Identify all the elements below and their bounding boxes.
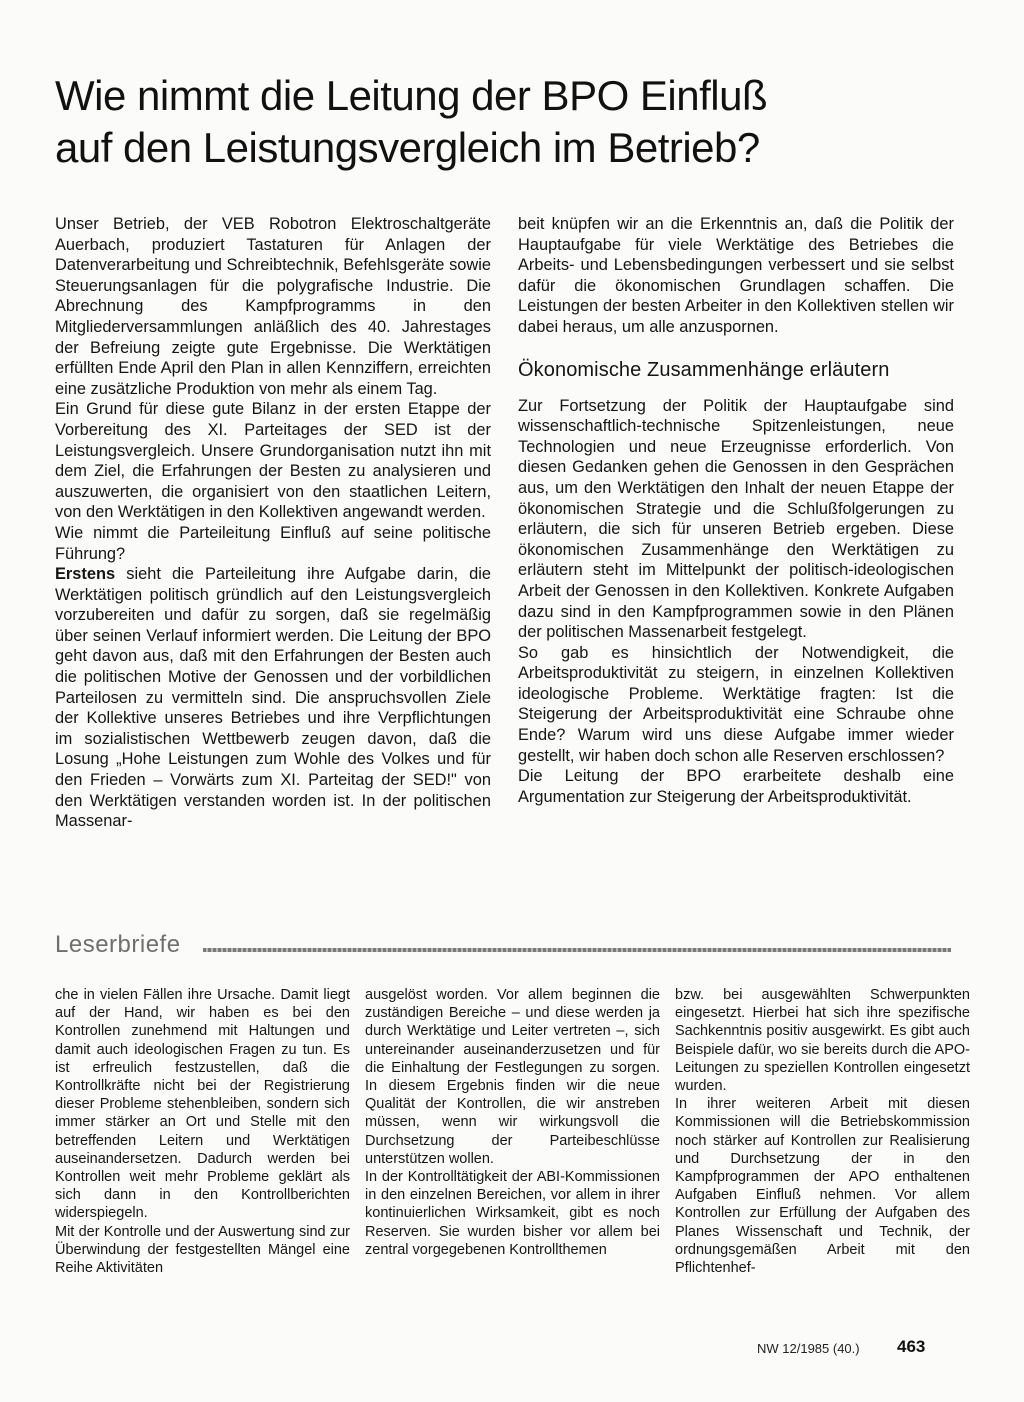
letters-paragraph: che in vielen Fällen ihre Ursache. Damit liegt auf der Hand, wir haben es bei den Kontrollen zunehmend mit Haltungen und damit auch ideologischen Fragen zu tun. Es ist erfreulich festzustellen, daß die Kontrollkräfte nicht bei der Registrierung dieser Probleme stehenbleiben, sondern sich immer stärker an Ort und Stelle mit den betreffenden Leitern und Werktätigen auseinandersetzen. Dadurch werden bei Kontrollen weit mehr Probleme geklärt als sich dann in den Kontrollberichten widerspiegeln. [55, 987, 350, 1222]
letters-column-1 [55, 986, 350, 1277]
headline-line-1: Wie nimmt die Leitung der BPO Einfluß [55, 72, 768, 119]
letters-paragraph: ausgelöst worden. Vor allem beginnen die zuständigen Bereiche – und diese werden ja durch Werktätige und Leiter vertreten –, sich untereinander auseinanderzusetzen und für die Einhaltung der Festlegungen zu sorgen. In diesem Ergebnis finden wir die neue Qualität der Kontrollen, die wir anstreben müssen, wenn wir wirkungsvoll die Durchsetzung der Parteibeschlüsse unterstützen wollen. [365, 987, 660, 1167]
paragraph-text: sieht die Parteileitung ihre Aufgabe darin, die Werktätigen politisch gründlich auf den Leistungsvergleich vorzubereiten und dafür zu sorgen, daß sie regelmäßig über seinen Verlauf informiert werden. Die Leitung der BPO geht davon aus, daß mit den Erfahrungen der Besten auch die politischen Motive der Genossen und der vorbildlichen Parteilosen zu vermitteln sind. Die anspruchsvollen Ziele der Kollektive unseres Betriebes und ihre Verpflichtungen im sozialistischen Wettbewerb zeugen davon, daß die Losung „Hohe Leistungen zum Wohle des Volkes und für den Frieden – Vorwärts zum XI. Parteitag der SED!" von den Werktätigen verstanden worden ist. In der politischen Massenar- [55, 565, 491, 831]
paragraph-lead-word: Erstens [55, 565, 116, 584]
section-subheading: Ökonomische Zusammenhänge erläutern [518, 358, 890, 381]
page-number: 463 [897, 1337, 926, 1356]
letters-paragraph: bzw. bei ausgewählten Schwerpunkten eingesetzt. Hierbei hat sich ihre spezifische Sachkenntnis positiv ausgewirkt. Es gibt auch Beispiele dafür, wo sie bereits durch die APO-Leitungen zu speziellen Kontrollen eingesetzt wurden. [675, 987, 970, 1095]
letters-column-3 [675, 986, 970, 1277]
letters-section-header [55, 930, 951, 962]
article-paragraph: Zur Fortsetzung der Politik der Hauptaufgabe sind wissenschaftlich-technische Spitzenleistungen, neue Technologien und neue Erzeugnisse erforderlich. Von diesen Gedanken gehen die Genossen in den Gesprächen aus, um den Werktätigen den Inhalt der neuen Etappe der ökonomischen Strategie und die Schlußfolgerungen zu erläutern, die sich für unseren Betrieb ergeben. Diese ökonomischen Zusammenhänge den Werktätigen zu erläutern steht im Mittelpunkt der politisch-ideologischen Arbeit der Genossen in den Kollektiven. Konkrete Aufgaben dazu sind in den Kampfprogrammen sowie in den Plänen der politischen Massenarbeit festgelegt. [518, 396, 954, 642]
article-paragraph: beit knüpfen wir an die Erkenntnis an, daß die Politik der Hauptaufgabe für viele Werktätige des Betriebes die Arbeits- und Lebensbedingungen verbessert und sie selbst dafür die ökonomischen Grundlagen schaffen. Die Leistungen der besten Arbeiter in den Kollektiven stellen wir dabei heraus, um alle anzuspornen. [518, 215, 954, 336]
headline-line-2: auf den Leistungsvergleich im Betrieb? [55, 124, 760, 171]
letters-column-2 [365, 986, 660, 1259]
letters-section-title: Leserbriefe [55, 931, 181, 958]
article-paragraph: Die Leitung der BPO erarbeitete deshalb eine Argumentation zur Steigerung der Arbeitsproduktivität. [518, 767, 954, 806]
letters-paragraph: Mit der Kontrolle und der Auswertung sind zur Überwindung der festgestellten Mängel eine Reihe Aktivitäten [55, 1223, 350, 1277]
article-paragraph [55, 564, 491, 832]
article-paragraph: Unser Betrieb, der VEB Robotron Elektroschaltgeräte Auerbach, produziert Tastaturen für Anlagen der Datenverarbeitung und Schreibtechnik, Befehlsgeräte sowie Steuerungsanlagen für die polygrafische Industrie. Die Abrechnung des Kampfprogramms in den Mitgliederversammlungen anläßlich des 40. Jahrestages der Befreiung zeigte gute Ergebnisse. Die Werktätigen erfüllten Ende April den Plan in allen Kennziffern, erreichten eine zusätzliche Produktion von mehr als einem Tag. [55, 215, 491, 398]
article-column-2 [518, 214, 954, 807]
article-paragraph: So gab es hinsichtlich der Notwendigkeit, die Arbeitsproduktivität zu steigern, in einzelnen Kollektiven ideologische Probleme. Werktätige fragten: Ist die Steigerung der Arbeitsproduktivität eine Schraube ohne Ende? Warum wird uns diese Aufgabe immer wieder gestellt, wir haben doch schon alle Reserven erschlossen? [518, 643, 954, 765]
article-column-1 [55, 214, 491, 832]
article-paragraph: Wie nimmt die Parteileitung Einfluß auf seine politische Führung? [55, 523, 491, 563]
section-divider-rule [203, 948, 951, 952]
issue-reference: NW 12/1985 (40.) [757, 1341, 860, 1356]
letters-paragraph: In ihrer weiteren Arbeit mit diesen Kommissionen will die Betriebskommission noch stärker auf Kontrollen zur Realisierung und Durchsetzung der in den Kampfprogrammen der APO enthaltenen Aufgaben Einfluß nehmen. Vor allem Kontrollen zur Erfüllung der Aufgaben des Planes Wissenschaft und Technik, der ordnungsgemäßen Arbeit mit den Pflichtenhef- [675, 1096, 970, 1277]
letters-paragraph: In der Kontrolltätigkeit der ABI-Kommissionen in den einzelnen Bereichen, vor allem in ihrer kontinuierlichen Wirksamkeit, gibt es noch Reserven. Sie wurden bisher vor allem bei zentral vorgegebenen Kontrollthemen [365, 1169, 660, 1258]
article-headline [55, 70, 935, 174]
article-paragraph: Ein Grund für diese gute Bilanz in der ersten Etappe der Vorbereitung des XI. Parteitages der SED ist der Leistungsvergleich. Unsere Grundorganisation nutzt ihn mit dem Ziel, die Erfahrungen der Besten zu analysieren und auszuwerten, die organisiert von den staatlichen Leitern, von den Werktätigen in den Kollektiven angewandt werden. [55, 400, 491, 522]
